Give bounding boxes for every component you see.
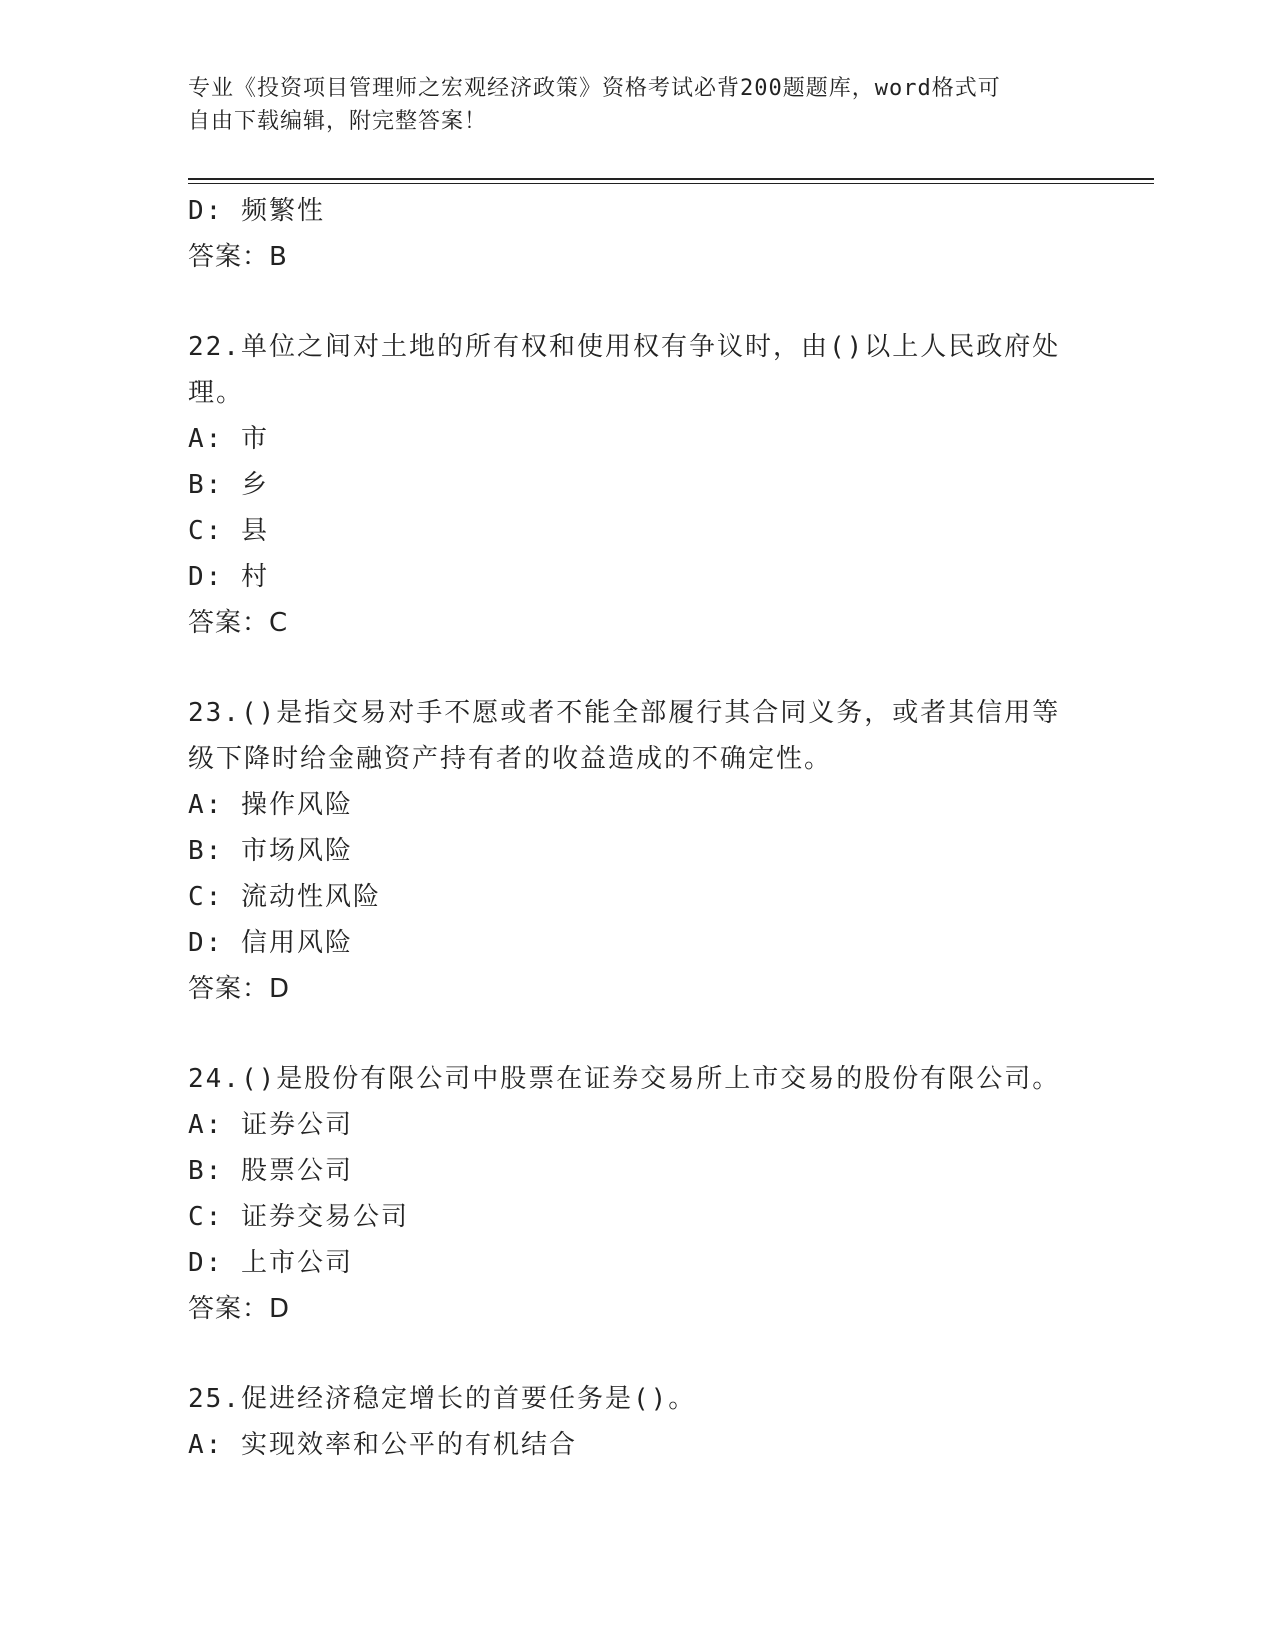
answer-line: 答案：B xyxy=(188,242,288,272)
question-list xyxy=(188,188,1078,1468)
option-a: A: 操作风险 xyxy=(188,790,353,820)
option-d: D: 信用风险 xyxy=(188,928,353,958)
option-a: A: 证券公司 xyxy=(188,1110,353,1140)
option-c: C: 证券交易公司 xyxy=(188,1202,409,1232)
option-c: C: 流动性风险 xyxy=(188,882,381,912)
option-d: D: 村 xyxy=(188,562,269,592)
question-24 xyxy=(188,1056,1078,1332)
question-25 xyxy=(188,1376,1078,1468)
option-b: B: 市场风险 xyxy=(188,836,353,866)
option-a: A: 市 xyxy=(188,424,269,454)
question-fragment xyxy=(188,188,1078,280)
question-text: 25.促进经济稳定增长的首要任务是()。 xyxy=(188,1384,697,1414)
question-text: 22.单位之间对土地的所有权和使用权有争议时，由()以上人民政府处理。 xyxy=(188,332,1061,408)
answer-line: 答案：D xyxy=(188,974,291,1004)
question-23 xyxy=(188,690,1078,1012)
option-d: D: 频繁性 xyxy=(188,196,325,226)
header-line-2: 自由下载编辑，附完整答案！ xyxy=(188,109,488,134)
option-d: D: 上市公司 xyxy=(188,1248,353,1278)
option-b: B: 股票公司 xyxy=(188,1156,353,1186)
header-rule-thick xyxy=(188,178,1154,180)
option-b: B: 乡 xyxy=(188,470,269,500)
spacer xyxy=(188,646,1078,690)
header-rule-thin xyxy=(188,183,1154,184)
option-a: A: 实现效率和公平的有机结合 xyxy=(188,1430,577,1460)
spacer xyxy=(188,280,1078,324)
page-header xyxy=(188,72,1068,138)
option-c: C: 县 xyxy=(188,516,269,546)
spacer xyxy=(188,1012,1078,1056)
question-text: 23.()是指交易对手不愿或者不能全部履行其合同义务，或者其信用等级下降时给金融资产持有者的收益造成的不确定性。 xyxy=(188,698,1061,774)
spacer xyxy=(188,1332,1078,1376)
answer-line: 答案：D xyxy=(188,1294,291,1324)
question-text: 24.()是股份有限公司中股票在证券交易所上市交易的股份有限公司。 xyxy=(188,1064,1061,1094)
answer-line: 答案：C xyxy=(188,608,289,638)
header-line-1: 专业《投资项目管理师之宏观经济政策》资格考试必背200题题库，word格式可 xyxy=(188,76,1001,101)
question-22 xyxy=(188,324,1078,646)
